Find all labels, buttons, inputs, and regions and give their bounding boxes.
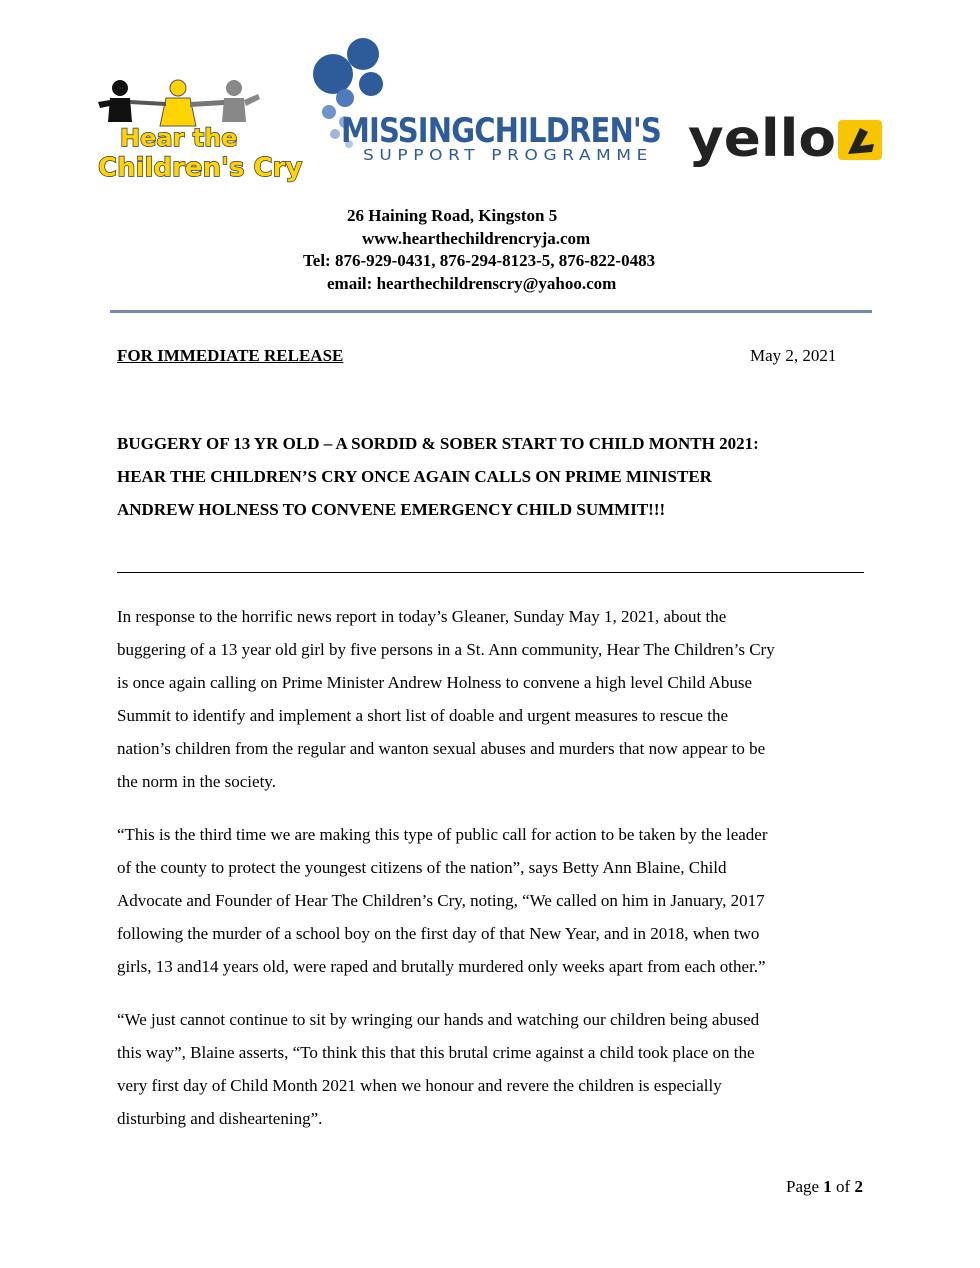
body-paragraph-2: [117, 818, 877, 983]
paragraph-line: nation’s children from the regular and wanton sexual abuses and murders that now appear to be: [117, 739, 766, 758]
yello-logo-text: yello: [688, 109, 836, 169]
page-word: Page: [786, 1177, 820, 1196]
mcsp-logo-line2: SUPPORT PROGRAMME: [363, 146, 653, 164]
address-telephone: Tel: 876-929-0431, 876-294-8123-5, 876-822-0483: [303, 251, 656, 270]
body-paragraph-1: [117, 600, 877, 798]
headline-divider: [117, 572, 864, 573]
paragraph-line: is once again calling on Prime Minister Andrew Holness to convene a high level Child Abuse: [117, 673, 753, 692]
paragraph-line: In response to the horrific news report in today’s Gleaner, Sunday May 1, 2021, about the: [117, 607, 727, 626]
body-paragraph-3: [117, 1003, 877, 1135]
paragraph-line: Summit to identify and implement a short list of doable and urgent measures to rescue the: [117, 706, 729, 725]
paragraph-line: “We just cannot continue to sit by wringing our hands and watching our children being abused: [117, 1010, 760, 1029]
paragraph-line: following the murder of a school boy on the first day of that New Year, and in 2018, when two: [117, 924, 760, 943]
header-divider: [110, 310, 872, 313]
missing-childrens-support-programme-logo: [305, 36, 665, 166]
paragraph-line: Advocate and Founder of Hear The Children’s Cry, noting, “We called on him in January, 2017: [117, 891, 765, 910]
paragraph-line: very first day of Child Month 2021 when we honour and revere the children is especially: [117, 1076, 722, 1095]
paragraph-line: of the county to protect the youngest citizens of the nation”, says Betty Ann Blaine, Child: [117, 858, 727, 877]
release-date: May 2, 2021: [750, 346, 837, 365]
headline-line-3: ANDREW HOLNESS TO CONVENE EMERGENCY CHILD SUMMIT!!!: [117, 500, 666, 519]
htcc-logo-line2: Children's Cry: [98, 153, 303, 183]
headline-line-1: BUGGERY OF 13 YR OLD – A SORDID & SOBER START TO CHILD MONTH 2021:: [117, 434, 759, 453]
total-pages: 2: [854, 1177, 863, 1196]
current-page: 1: [823, 1177, 832, 1196]
address-street: 26 Haining Road, Kingston 5: [347, 206, 558, 225]
mcsp-logo-line1: MISSINGCHILDREN'S: [341, 111, 661, 151]
yello-logo: [688, 110, 888, 176]
hear-the-childrens-cry-logo: [98, 74, 303, 186]
paragraph-line: girls, 13 and14 years old, were raped and brutally murdered only weeks apart from each other.”: [117, 957, 766, 976]
page-number: [786, 1177, 863, 1197]
headline-line-2: HEAR THE CHILDREN’S CRY ONCE AGAIN CALLS ON PRIME MINISTER: [117, 467, 712, 486]
paragraph-line: disturbing and disheartening”.: [117, 1109, 323, 1128]
children-figures-icon: [98, 80, 260, 126]
address-website[interactable]: www.hearthechildrencryja.com: [362, 229, 591, 248]
of-word: of: [836, 1177, 851, 1196]
paragraph-line: buggering of a 13 year old girl by five persons in a St. Ann community, Hear The Children’s Cry: [117, 640, 775, 659]
paragraph-line: “This is the third time we are making this type of public call for action to be taken by the leader: [117, 825, 768, 844]
paragraph-line: this way”, Blaine asserts, “To think this that this brutal crime against a child took place on the: [117, 1043, 755, 1062]
address-email[interactable]: email: hearthechildrenscry@yahoo.com: [327, 274, 617, 293]
release-label: FOR IMMEDIATE RELEASE: [117, 346, 344, 365]
paragraph-line: the norm in the society.: [117, 772, 276, 791]
walking-fingers-icon: [838, 120, 882, 160]
htcc-logo-line1: Hear the: [120, 124, 238, 152]
